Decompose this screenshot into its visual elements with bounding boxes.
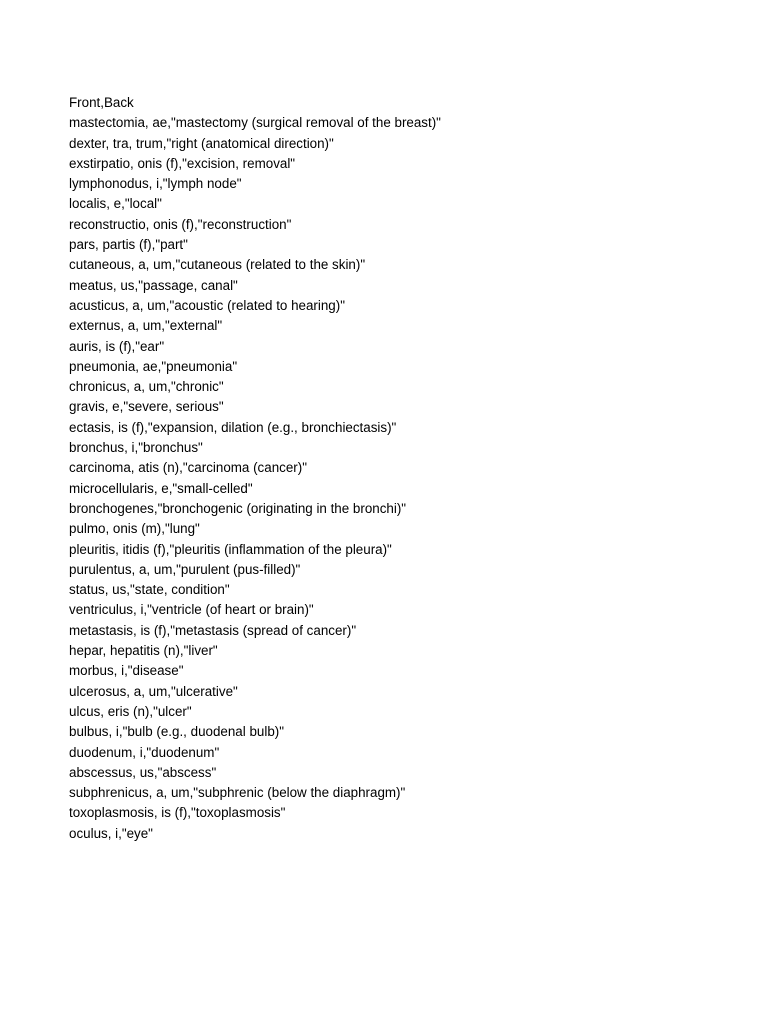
csv-entry-line: localis, e,"local"	[69, 196, 162, 212]
csv-entry-line: ulcerosus, a, um,"ulcerative"	[69, 683, 238, 699]
csv-entry-line: subphrenicus, a, um,"subphrenic (below the diaphragm)"	[69, 785, 406, 801]
csv-entry-line: cutaneous, a, um,"cutaneous (related to the skin)"	[69, 257, 366, 273]
csv-entry-line: dexter, tra, trum,"right (anatomical direction)"	[69, 135, 334, 151]
csv-entry-line: acusticus, a, um,"acoustic (related to hearing)"	[69, 297, 345, 313]
csv-entry-line: microcellularis, e,"small-celled"	[69, 480, 253, 496]
csv-entry-line: pulmo, onis (m),"lung"	[69, 521, 200, 537]
csv-entry-line: pars, partis (f),"part"	[69, 237, 188, 253]
csv-entry-line: metastasis, is (f),"metastasis (spread of cancer)"	[69, 622, 357, 638]
csv-entry-line: auris, is (f),"ear"	[69, 338, 165, 354]
csv-entry-line: bronchus, i,"bronchus"	[69, 440, 203, 456]
csv-entry-line: mastectomia, ae,"mastectomy (surgical removal of the breast)"	[69, 115, 441, 131]
csv-entry-line: ulcus, eris (n),"ulcer"	[69, 703, 192, 719]
csv-entry-line: carcinoma, atis (n),"carcinoma (cancer)"	[69, 460, 307, 476]
csv-entry-line: pneumonia, ae,"pneumonia"	[69, 358, 238, 374]
csv-entry-line: bulbus, i,"bulb (e.g., duodenal bulb)"	[69, 724, 284, 740]
csv-entry-line: gravis, e,"severe, serious"	[69, 399, 224, 415]
csv-entry-line: ectasis, is (f),"expansion, dilation (e.g., bronchiectasis)"	[69, 419, 397, 435]
csv-entry-line: hepar, hepatitis (n),"liver"	[69, 643, 218, 659]
csv-entry-line: toxoplasmosis, is (f),"toxoplasmosis"	[69, 805, 286, 821]
csv-entry-line: purulentus, a, um,"purulent (pus-filled)"	[69, 561, 301, 577]
csv-entry-line: meatus, us,"passage, canal"	[69, 277, 238, 293]
csv-entry-line: chronicus, a, um,"chronic"	[69, 379, 224, 395]
csv-entry-line: morbus, i,"disease"	[69, 663, 184, 679]
csv-entry-line: status, us,"state, condition"	[69, 582, 230, 598]
csv-entry-line: bronchogenes,"bronchogenic (originating in the bronchi)"	[69, 500, 407, 516]
csv-entry-line: reconstructio, onis (f),"reconstruction"	[69, 216, 292, 232]
csv-header-line: Front,Back	[69, 95, 134, 110]
csv-entry-line: duodenum, i,"duodenum"	[69, 744, 220, 760]
csv-entry-line: oculus, i,"eye"	[69, 825, 153, 841]
csv-entry-line: externus, a, um,"external"	[69, 318, 223, 334]
csv-entry-line: pleuritis, itidis (f),"pleuritis (inflammation of the pleura)"	[69, 541, 392, 557]
csv-text-block	[69, 93, 441, 844]
csv-entry-line: ventriculus, i,"ventricle (of heart or brain)"	[69, 602, 314, 618]
csv-entry-line: lymphonodus, i,"lymph node"	[69, 176, 242, 192]
csv-entry-line: exstirpatio, onis (f),"excision, removal"	[69, 155, 296, 171]
csv-entry-line: abscessus, us,"abscess"	[69, 764, 217, 780]
